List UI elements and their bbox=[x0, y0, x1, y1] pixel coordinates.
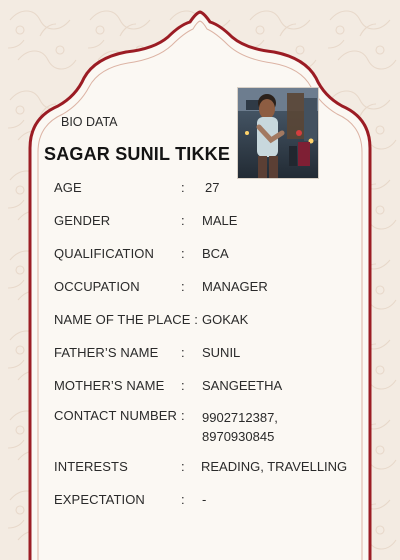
separator-colon: : bbox=[181, 345, 185, 360]
field-value-fathers-name: SUNIL bbox=[202, 345, 241, 360]
field-label-interests: INTERESTS bbox=[54, 459, 128, 474]
separator-colon: : bbox=[181, 378, 185, 393]
field-label-place: NAME OF THE PLACE : bbox=[54, 312, 198, 327]
field-label-age: AGE bbox=[54, 180, 82, 195]
separator-colon: : bbox=[181, 213, 185, 228]
field-label-contact-number: CONTACT NUMBER bbox=[54, 408, 177, 423]
field-value-occupation: MANAGER bbox=[202, 279, 268, 294]
separator-colon: : bbox=[181, 408, 185, 423]
field-value-contact-number bbox=[202, 408, 278, 446]
separator-colon: : bbox=[181, 492, 185, 507]
field-label-mothers-name: MOTHER’S NAME bbox=[54, 378, 165, 393]
contact-number-line-1: 9902712387, bbox=[202, 410, 278, 425]
field-label-qualification: QUALIFICATION bbox=[54, 246, 155, 261]
separator-colon: : bbox=[181, 180, 185, 195]
field-label-occupation: OCCUPATION bbox=[54, 279, 140, 294]
field-value-qualification: BCA bbox=[202, 246, 229, 261]
profile-photo bbox=[237, 87, 319, 179]
field-label-expectation: EXPECTATION bbox=[54, 492, 145, 507]
person-name: SAGAR SUNIL TIKKE bbox=[44, 144, 231, 164]
separator-colon: : bbox=[181, 279, 185, 294]
separator-colon: : bbox=[181, 459, 185, 474]
field-value-expectation: - bbox=[202, 492, 207, 507]
field-value-age: 27 bbox=[205, 180, 220, 195]
contact-number-line-2: 8970930845 bbox=[202, 429, 275, 444]
field-value-interests: READING, TRAVELLING bbox=[201, 459, 348, 474]
bio-data-heading: BIO DATA bbox=[61, 115, 118, 129]
separator-colon: : bbox=[181, 246, 185, 261]
field-label-gender: GENDER bbox=[54, 213, 111, 228]
field-value-place: GOKAK bbox=[202, 312, 249, 327]
field-value-gender: MALE bbox=[202, 213, 238, 228]
field-value-mothers-name: SANGEETHA bbox=[202, 378, 283, 393]
field-label-fathers-name: FATHER’S NAME bbox=[54, 345, 159, 360]
